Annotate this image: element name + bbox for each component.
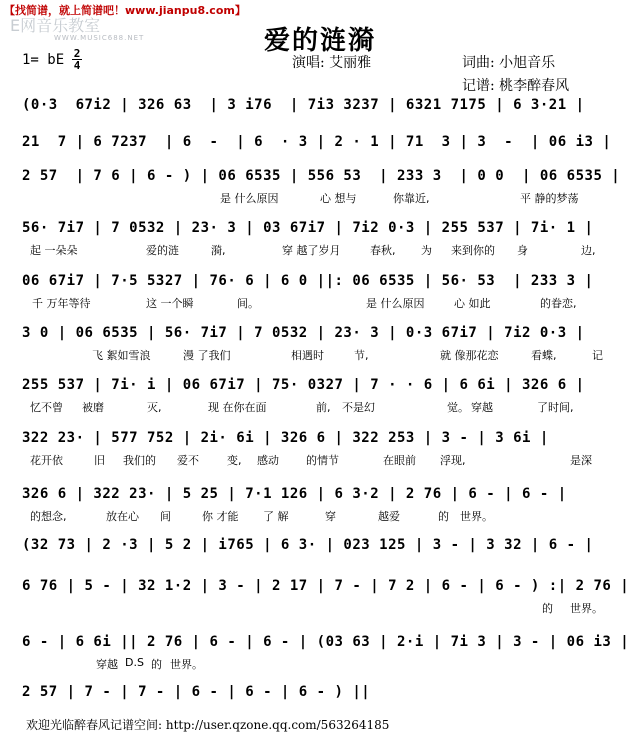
notation-line: (32 73 | 2 ·3 | 5 2 | i765 | 6 3· | 023 125 | 3 - | 3 32 | 6 - | (22, 537, 594, 553)
lyric-text: 被磨 (82, 401, 104, 414)
lyric-text: 花开依 (30, 454, 63, 467)
lyric-text: 穿越 (96, 658, 118, 671)
lyric-text: 的情节 (306, 454, 339, 467)
lyric-text: 平 静的梦荡 (520, 192, 579, 205)
lyric-text: 忆不曾 (30, 401, 63, 414)
lyric-text: 你靠近, (393, 192, 430, 205)
lyric-text: 爱不 (177, 454, 199, 467)
lyric-text: 是 什么原因 (366, 297, 425, 310)
watermark-logo: E网音乐教室 (10, 16, 101, 35)
lyric-text: 春秋, (370, 244, 396, 257)
notation-line: 3 0 | 06 6535 | 56· 7i7 | 7 0532 | 23· 3 | 0·3 67i7 | 7i2 0·3 | (22, 325, 585, 341)
lyric-text: 世界。 (570, 602, 603, 615)
lyric-text: 间 (160, 510, 171, 523)
notation-line: 6 - | 6 6i || 2 76 | 6 - | 6 - | (03 63 | 2·i | 7i 3 | 3 - | 06 i3 | (22, 634, 630, 650)
lyric-text: 边, (581, 244, 596, 257)
lyric-text: 就 像那花恋 (440, 349, 499, 362)
lyric-text: 穿越 (471, 401, 493, 414)
watermark-url: WWW.MUSIC688.NET (54, 34, 145, 42)
lyric-text: 的 (542, 602, 553, 615)
transcriber-credit: 记谱: 桃李醉春风 (462, 78, 570, 94)
lyric-text: 身 (517, 244, 528, 257)
notation-line: (0·3 67i2 | 326 63 | 3 i76 | 7i3 3237 | 6321 7175 | 6 3·21 | (22, 97, 585, 113)
lyric-text: 是 什么原因 (220, 192, 279, 205)
song-title: 爱的涟漪 (263, 26, 376, 56)
lyric-text: 世界。 (170, 658, 203, 671)
lyric-text: 相遇时 (291, 349, 324, 362)
lyric-text: 感动 (257, 454, 279, 467)
lyric-text: 放在心 (106, 510, 139, 523)
lyric-text: 这 一个瞬 (146, 297, 194, 310)
lyric-text: D.S (125, 656, 144, 669)
lyric-text: 越爱 (378, 510, 400, 523)
lyric-text: 我们的 (123, 454, 156, 467)
lyric-text: 旧 (94, 454, 105, 467)
footer-link[interactable]: 欢迎光临醉春风记谱空间: http://user.qzone.qq.com/563264185 (26, 718, 390, 732)
lyric-text: 心 如此 (454, 297, 491, 310)
notation-line: 56· 7i7 | 7 0532 | 23· 3 | 03 67i7 | 7i2 0·3 | 255 537 | 7i· 1 | (22, 220, 594, 236)
lyric-text: 记 (592, 349, 603, 362)
lyric-text: 不是幻 (342, 401, 375, 414)
singer-credit: 演唱: 艾丽雅 (292, 55, 372, 71)
lyric-text: 灭, (147, 401, 162, 414)
lyric-text: 起 一朵朵 (30, 244, 78, 257)
lyric-text: 来到你的 (451, 244, 495, 257)
lyric-text: 的眷恋, (540, 297, 577, 310)
lyric-text: 的想念, (30, 510, 67, 523)
notation-line: 322 23· | 577 752 | 2i· 6i | 326 6 | 322 253 | 3 - | 3 6i | (22, 430, 549, 446)
lyric-text: 穿 越了岁月 (282, 244, 341, 257)
notation-line: 21 7 | 6 7237 | 6 - | 6 · 3 | 2 · 1 | 71 3 | 3 - | 06 i3 | (22, 134, 612, 150)
lyric-text: 的 (151, 658, 162, 671)
composer-credit: 词曲: 小旭音乐 (462, 55, 556, 71)
lyric-text: 节, (354, 349, 369, 362)
lyric-text: 现 在你在面 (208, 401, 267, 414)
time-top: 2 (73, 47, 81, 60)
lyric-text: 穿 (325, 510, 336, 523)
lyric-text: 看蝶, (531, 349, 557, 362)
time-bottom: 4 (73, 59, 81, 72)
notation-line: 2 57 | 7 - | 7 - | 6 - | 6 - | 6 - ) || (22, 684, 371, 700)
site-banner[interactable]: 【找简谱，就上简谱吧！www.jianpu8.com】 (4, 4, 246, 17)
lyric-text: 千 万年等待 (32, 297, 91, 310)
lyric-text: 飞 絮如雪浪 (92, 349, 151, 362)
lyric-text: 前, (316, 401, 331, 414)
lyric-text: 爱的涟 (146, 244, 179, 257)
lyric-text: 觉。 (447, 401, 469, 414)
key-signature: 1= bE (22, 52, 65, 68)
notation-line: 06 67i7 | 7·5 5327 | 76· 6 | 6 0 ||: 06 6535 | 56· 53 | 233 3 | (22, 273, 594, 289)
lyric-text: 的 (438, 510, 449, 523)
lyric-text: 变, (227, 454, 242, 467)
lyric-text: 为 (421, 244, 432, 257)
lyric-text: 你 才能 (202, 510, 239, 523)
lyric-text: 在眼前 (383, 454, 416, 467)
notation-line: 6 76 | 5 - | 32 1·2 | 3 - | 2 17 | 7 - | 7 2 | 6 - | 6 - ) :| 2 76 | (22, 578, 630, 594)
lyric-text: 世界。 (460, 510, 493, 523)
notation-line: 326 6 | 322 23· | 5 25 | 7·1 126 | 6 3·2 | 2 76 | 6 - | 6 - | (22, 486, 567, 502)
notation-line: 255 537 | 7i· i | 06 67i7 | 75· 0327 | 7 · · 6 | 6 6i | 326 6 | (22, 377, 585, 393)
lyric-text: 浮现, (440, 454, 466, 467)
notation-line: 2 57 | 7 6 | 6 - ) | 06 6535 | 556 53 | 233 3 | 0 0 | 06 6535 | (22, 168, 621, 184)
lyric-text: 是深 (570, 454, 592, 467)
lyric-text: 了 解 (263, 510, 289, 523)
lyric-text: 漫 了我们 (183, 349, 231, 362)
lyric-text: 心 想与 (320, 192, 357, 205)
lyric-text: 间。 (237, 297, 259, 310)
lyric-text: 了时间, (537, 401, 574, 414)
lyric-text: 漪, (211, 244, 226, 257)
